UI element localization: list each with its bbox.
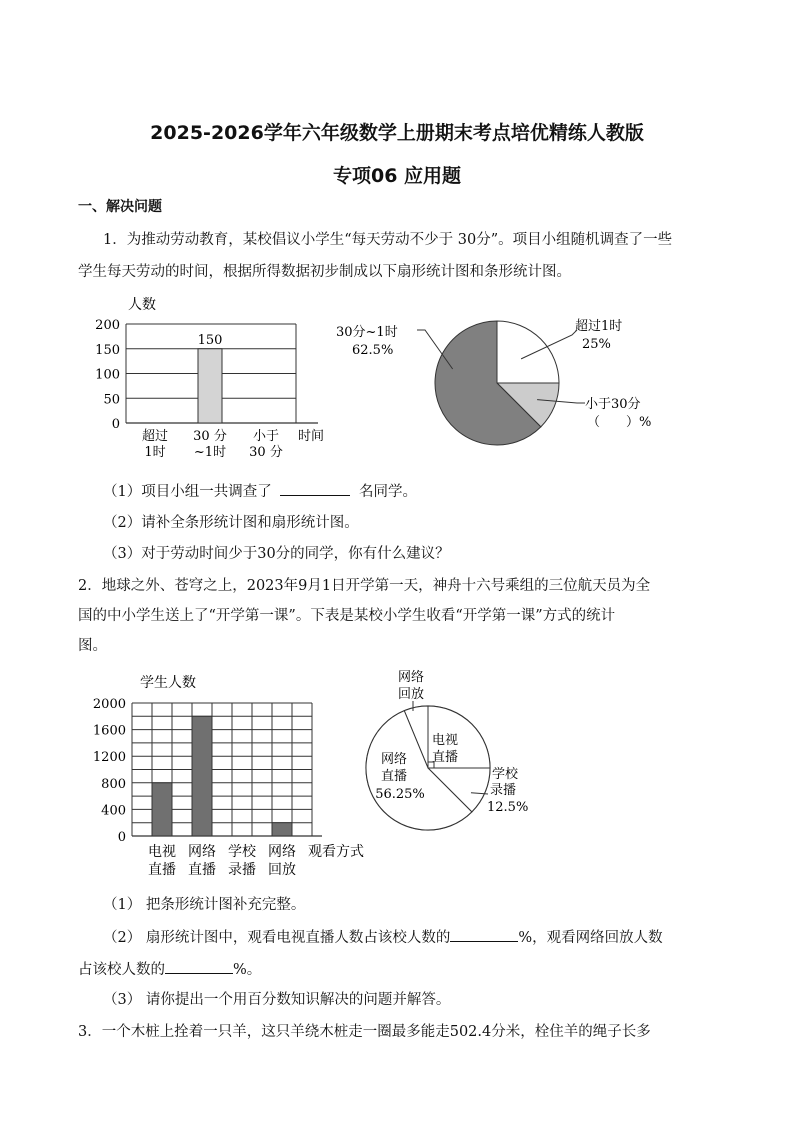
pie-label: 小于30分 <box>585 397 641 412</box>
q2-sub2-text-3: %。 <box>233 962 262 978</box>
x-tick-label: ~1时 <box>193 445 227 460</box>
data-label: 150 <box>197 332 223 348</box>
y-tick-label: 150 <box>95 342 120 358</box>
pie-label: 超过1时 <box>575 319 623 334</box>
y-axis-label: 人数 <box>128 297 156 313</box>
q2-sub3: （3） 请你提出一个用百分数知识解决的问题并解答。 <box>103 992 451 1008</box>
pie-value: 12.5% <box>487 800 529 815</box>
x-tick-label: 超过 <box>141 429 169 444</box>
pie-label: 网络 <box>398 670 425 685</box>
pie-label: 学校 <box>492 767 519 782</box>
q1-text-line1: 1．为推动劳动教育，某校倡议小学生“每天劳动不少于 30分”。项目小组随机调查了一些 <box>103 232 673 248</box>
x-tick-label: 30 分 <box>193 429 227 444</box>
q2-sub2 <box>103 926 663 947</box>
q1-sub1 <box>103 480 417 501</box>
y-tick-label: 800 <box>101 776 126 792</box>
x-tick-label: 直播 <box>188 862 216 878</box>
pie-slice <box>497 321 559 383</box>
y-axis-label: 学生人数 <box>140 675 196 691</box>
pie-label: 30分~1时 <box>336 325 398 340</box>
q3-text-line1: 3．一个木桩上拴着一只羊，这只羊绕木桩走一圈最多能走502.4分米，栓住羊的绳子长多 <box>78 1024 651 1040</box>
x-axis-label: 观看方式 <box>308 844 364 860</box>
pie-value: 56.25% <box>375 787 425 802</box>
x-axis-label: 时间 <box>298 429 325 444</box>
y-tick-label: 0 <box>117 830 126 845</box>
x-tick-label: 录播 <box>228 862 256 878</box>
q2-text-line1: 2．地球之外、苍穹之上，2023年9月1日开学第一天，神舟十六号乘组的三位航天员为全 <box>78 578 651 594</box>
q2-sub2-text: （2） 扇形统计图中，观看电视直播人数占该校人数的 <box>103 930 451 946</box>
pie-label: 直播 <box>380 769 408 784</box>
section-heading: 一、解决问题 <box>78 199 162 215</box>
q2-pie-chart <box>360 664 550 864</box>
q1-pie-chart <box>330 300 670 460</box>
y-tick-label: 1600 <box>92 723 126 739</box>
pie-label: 录播 <box>490 783 517 798</box>
x-tick-label: 直播 <box>148 862 176 878</box>
x-tick-label: 1时 <box>144 445 166 460</box>
q2-sub2-answer-blank-2[interactable] <box>165 959 233 974</box>
q2-bar-chart <box>88 668 378 878</box>
bar <box>192 716 212 836</box>
q2-sub2-line2 <box>78 958 261 979</box>
pie-value: （ ）% <box>587 415 652 430</box>
pie-value: 62.5% <box>352 343 394 358</box>
q1-sub1-answer-blank[interactable] <box>280 481 350 496</box>
q1-sub3: （3）对于劳动时间少于30分的同学，你有什么建议？ <box>103 546 450 562</box>
q2-sub2-text-mid: %，观看网络回放人数 <box>518 930 663 946</box>
document-subtitle: 专项06 应用题 <box>332 165 462 187</box>
y-tick-label: 400 <box>101 803 126 819</box>
y-tick-label: 100 <box>95 367 120 383</box>
x-tick-label: 网络 <box>188 844 216 860</box>
q1-sub1-suffix: 名同学。 <box>358 484 417 500</box>
x-tick-label: 小于 <box>252 429 280 444</box>
q1-text-line2: 学生每天劳动的时间，根据所得数据初步制成以下扇形统计图和条形统计图。 <box>78 264 571 280</box>
q2-sub2-text-2: 占该校人数的 <box>78 962 165 978</box>
x-tick-label: 网络 <box>268 844 296 860</box>
pie-label: 直播 <box>432 750 459 765</box>
y-tick-label: 200 <box>95 318 120 333</box>
q2-text-line2: 国的中小学生送上了“开学第一课”。下表是某校小学生收看“开学第一课”方式的统计 <box>78 608 616 624</box>
q1-sub1-text: （1）项目小组一共调查了 <box>103 484 272 500</box>
y-tick-label: 1200 <box>92 750 126 766</box>
pie-label: 回放 <box>398 687 425 702</box>
q2-text-line3: 图。 <box>78 638 107 654</box>
x-tick-label: 学校 <box>228 844 256 860</box>
bar <box>272 823 292 836</box>
pie-label: 电视 <box>432 733 459 748</box>
x-tick-label: 电视 <box>148 844 176 860</box>
q2-sub1: （1） 把条形统计图补充完整。 <box>103 897 306 913</box>
x-tick-label: 30 分 <box>249 445 283 460</box>
bar <box>152 783 172 836</box>
y-tick-label: 0 <box>111 417 120 432</box>
q2-sub2-answer-blank-1[interactable] <box>450 927 518 942</box>
q1-sub2: （2）请补全条形统计图和扇形统计图。 <box>103 515 359 531</box>
y-tick-label: 2000 <box>92 697 126 712</box>
y-tick-label: 50 <box>103 392 120 408</box>
x-tick-label: 回放 <box>268 862 296 878</box>
bar <box>198 349 222 423</box>
pie-value: 25% <box>582 337 611 352</box>
q1-bar-chart <box>88 292 338 462</box>
pie-label: 网络 <box>380 752 408 767</box>
document-title: 2025-2026学年六年级数学上册期末考点培优精练人教版 <box>150 122 644 144</box>
